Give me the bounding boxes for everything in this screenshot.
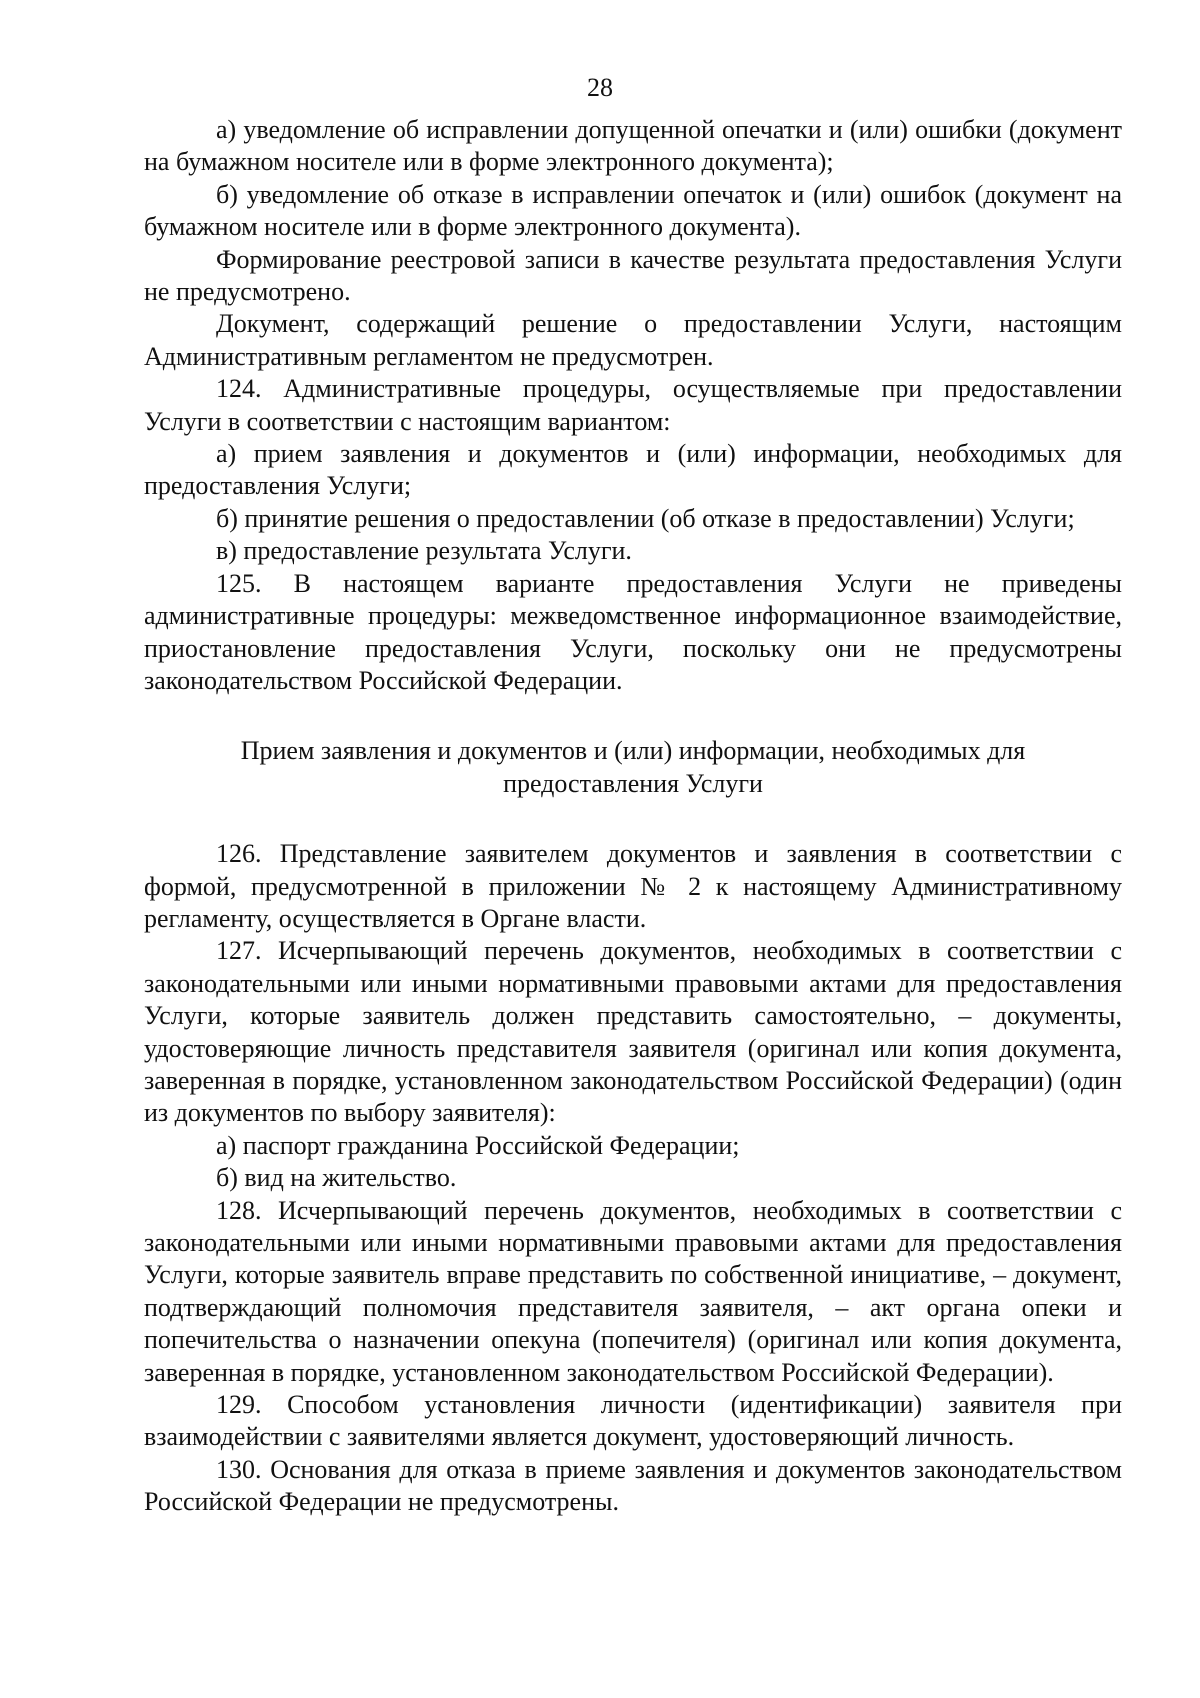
paragraph-130: 130. Основания для отказа в приеме заявления и документов законодательством Российской Федерации не предусмотрены. bbox=[144, 1454, 1122, 1517]
section-heading-line-1: Прием заявления и документов и (или) информации, необходимых для bbox=[240, 736, 1026, 766]
paragraph-125: 125. В настоящем варианте предоставления Услуги не приведены административные процедуры: межведомственное информационное взаимодействие, приостановление предоставления Услуги, поскольку они не предусмотрены законодательством Российской Федерации. bbox=[144, 568, 1122, 695]
document-body bbox=[144, 114, 1122, 1519]
paragraph-decision-document: Документ, содержащий решение о предоставлении Услуги, настоящим Административным регламентом не предусмотрен. bbox=[144, 309, 1122, 371]
paragraph-127-b: б) вид на жительство. bbox=[216, 1163, 457, 1193]
paragraph-124: 124. Административные процедуры, осуществляемые при предоставлении Услуги в соответствии с настоящим вариантом: bbox=[144, 374, 1122, 436]
paragraph-128: 128. Исчерпывающий перечень документов, необходимых в соответствии с законодательными или иными нормативными правовыми актами для предоставления Услуги, которые заявитель вправе представить по собственной инициативе, – документ, подтверждающий полномочия представителя заявителя, – акт органа опеки и попечительства о назначении опекуна (попечителя) (оригинал или копия документа, заверенная в порядке, установленном законодательством Российской Федерации). bbox=[144, 1195, 1122, 1387]
paragraph-124-a: а) прием заявления и документов и (или) информации, необходимых для предоставления Услуги; bbox=[144, 439, 1122, 501]
paragraph-127: 127. Исчерпывающий перечень документов, необходимых в соответствии с законодательными или иными нормативными правовыми актами для предоставления Услуги, которые заявитель должен представить самостоятельно, – документы, удостоверяющие личность представителя заявителя (оригинал или копия документа, заверенная в порядке, установленном законодательством Российской Федерации) (один из документов по выбору заявителя): bbox=[144, 936, 1122, 1128]
page-number: 28 bbox=[587, 73, 613, 102]
paragraph-notice-correction: а) уведомление об исправлении допущенной опечатки и (или) ошибки (документ на бумажном носителе или в форме электронного документа); bbox=[144, 115, 1122, 177]
paragraph-124-v: в) предоставление результата Услуги. bbox=[216, 536, 632, 566]
paragraph-notice-refusal: б) уведомление об отказе в исправлении опечаток и (или) ошибок (документ на бумажном носителе или в форме электронного документа). bbox=[144, 179, 1122, 242]
paragraph-124-b: б) принятие решения о предоставлении (об отказе в предоставлении) Услуги; bbox=[216, 503, 1075, 533]
paragraph-127-a: а) паспорт гражданина Российской Федерации; bbox=[216, 1130, 740, 1160]
paragraph-126: 126. Представление заявителем документов и заявления в соответствии с формой, предусмотренной в приложении № 2 к настоящему Административному регламенту, осуществляется в Органе власти. bbox=[144, 839, 1122, 933]
paragraph-registry-record: Формирование реестровой записи в качестве результата предоставления Услуги не предусмотрено. bbox=[144, 244, 1122, 307]
section-heading bbox=[144, 735, 1122, 800]
section-heading-line-2: предоставления Услуги bbox=[503, 768, 763, 798]
paragraph-129: 129. Способом установления личности (идентификации) заявителя при взаимодействии с заявителями является документ, удостоверяющий личность. bbox=[144, 1390, 1122, 1452]
